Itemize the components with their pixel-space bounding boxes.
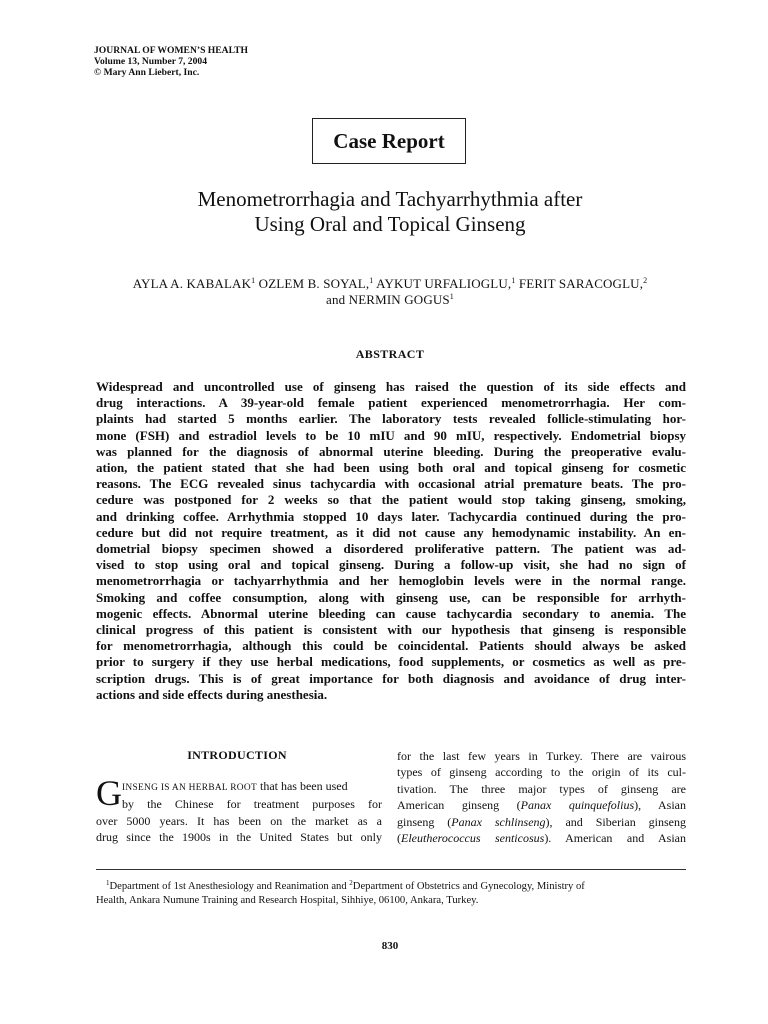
abstract-line: was planned for the diagnosis of abnormal uterine bleeding. During the preoperative evalu- [96, 443, 686, 459]
author-name: OZLEM B. SOYAL, [255, 276, 370, 291]
body-line: types of ginseng according to the origin of its cul- [397, 765, 686, 780]
author-name: AYKUT URFALIOGLU, [373, 276, 512, 291]
affiliation-mark: 1 [369, 276, 374, 285]
body-line [96, 778, 382, 796]
article-type-label: Case Report [333, 128, 445, 153]
journal-name: JOURNAL OF WOMEN’S HEALTH [94, 45, 248, 56]
abstract-line: plaints had started 5 months earlier. The laboratory tests revealed follicle-stimulating hor- [96, 411, 686, 427]
intro-right-column [397, 748, 686, 846]
author-name: and NERMIN GOGUS [326, 292, 450, 307]
journal-info [94, 45, 248, 79]
body-text: American ginseng ( [397, 798, 521, 813]
body-line: tivation. The three major types of ginseng are [397, 781, 686, 796]
drop-cap: G [96, 773, 122, 813]
abstract-line: Widespread and uncontrolled use of ginseng has raised the question of its side effects and [96, 379, 686, 394]
body-text: ginseng ( [397, 814, 452, 829]
abstract-body [96, 379, 686, 703]
abstract-line: scription drugs. This is of great importance for both diagnosis and avoidance of drug inter- [96, 670, 686, 686]
footnote-divider [96, 869, 686, 870]
abstract-line: for menometrorrhagia, although this could be coincidental. Patients should always be asked [96, 638, 686, 654]
footnote-line: Health, Ankara Numune Training and Research Hospital, Sihhiye, 06100, Ankara, Turkey. [96, 895, 479, 906]
affiliation-mark: 2 [643, 276, 648, 285]
abstract-heading: ABSTRACT [355, 347, 425, 361]
article-type-box [312, 118, 466, 164]
body-text: that has been used [256, 779, 348, 793]
abstract-line: mogenic effects. Abnormal uterine bleeding can cause tachycardia secondary to anemia. The [96, 605, 686, 621]
journal-copyright: © Mary Ann Liebert, Inc. [94, 67, 200, 79]
journal-volume: Volume 13, Number 7, 2004 [94, 56, 207, 68]
title-line: Menometrorrhagia and Tachyarrhythmia after [197, 187, 583, 211]
author-name: AYLA A. KABALAK [132, 276, 252, 291]
abstract-line: menometrorrhagia or tachyarrhythmia and her hemoglobin levels were in the normal range. [96, 573, 686, 589]
body-line [397, 830, 686, 846]
small-caps-lead: INSENG IS AN HERBAL ROOT [122, 783, 257, 793]
abstract-line: Smoking and coffee consumption, along with ginseng use, can be responsible for arrhyth- [96, 589, 686, 605]
body-text: ). American and Asian [544, 831, 686, 846]
affiliation-mark: 1 [449, 292, 454, 301]
body-line [397, 797, 686, 813]
page-number: 830 [381, 940, 399, 952]
body-text: ), and Siberian ginseng [545, 814, 686, 829]
author-name: FERIT SARACOGLU, [515, 276, 644, 291]
abstract-line: cedure was postponed for 2 weeks so that the patient would stop taking ginseng, smoking, [96, 492, 686, 508]
abstract-line: cedure but did not require treatment, as it did not cause any hemodynamic instability. An en- [96, 524, 686, 540]
abstract-line: ation, the patient stated that she had been using both oral and topical ginseng for cosmetic [96, 460, 686, 476]
title-line: Using Oral and Topical Ginseng [254, 212, 526, 236]
article-title [94, 187, 686, 237]
body-line: drug since the 1900s in the United States but only [96, 830, 382, 845]
affiliation-mark: 1 [511, 276, 516, 285]
abstract-line: vised to stop using oral and topical ginseng. During a follow-up visit, she had no sign of [96, 557, 686, 573]
author-list [94, 276, 686, 308]
abstract-line: mone (FSH) and estradiol levels to be 10 mIU and 90 mIU, respectively. Endometrial biopsy [96, 427, 686, 443]
abstract-line: clinical progress of this patient is consistent with our hypothesis that ginseng is responsible [96, 622, 686, 638]
footnote-text: Department of 1st Anesthesiology and Reanimation and [109, 881, 350, 892]
species-name: Panax quinquefolius [520, 798, 635, 813]
footnote-mark: 1 [106, 879, 110, 887]
affiliation-mark: 1 [251, 276, 256, 285]
body-line [397, 814, 686, 830]
body-text: ( [397, 831, 401, 846]
abstract-line: actions and side effects during anesthesia. [96, 686, 328, 702]
abstract-line: and drinking coffee. Arrhythmia stopped 10 days later. Tachycardia continued during the pro- [96, 508, 686, 524]
body-line: by the Chinese for treatment purposes for [122, 797, 382, 812]
intro-left-column [96, 773, 382, 846]
footnote-mark: 2 [349, 879, 353, 887]
abstract-line: prior to surgery if they use herbal medications, food supplements, or cosmetics as well as pre- [96, 654, 686, 670]
affiliation-footnote [96, 880, 686, 908]
author-line [94, 292, 686, 308]
abstract-line: dometrial biopsy specimen showed a disordered proliferative pattern. The patient was ad- [96, 541, 686, 557]
footnote-text: Department of Obstetrics and Gynecology, Ministry of [352, 881, 585, 892]
abstract-line: drug interactions. A 39-year-old female patient experienced menometrorrhagia. Her com- [96, 395, 686, 411]
abstract-line: reasons. The ECG revealed sinus tachycardia with occasional atrial premature beats. The pro- [96, 476, 686, 492]
body-line: over 5000 years. It has been on the market as a [96, 813, 382, 828]
body-text: ), Asian [634, 798, 686, 813]
introduction-heading: INTRODUCTION [187, 748, 287, 762]
body-line: for the last few years in Turkey. There are vairous [397, 749, 686, 763]
species-name: Eleutherococcus senticosus [401, 831, 545, 846]
author-line [94, 276, 686, 292]
footnote-line [96, 880, 686, 894]
species-name: Panax schlinseng [451, 814, 546, 829]
